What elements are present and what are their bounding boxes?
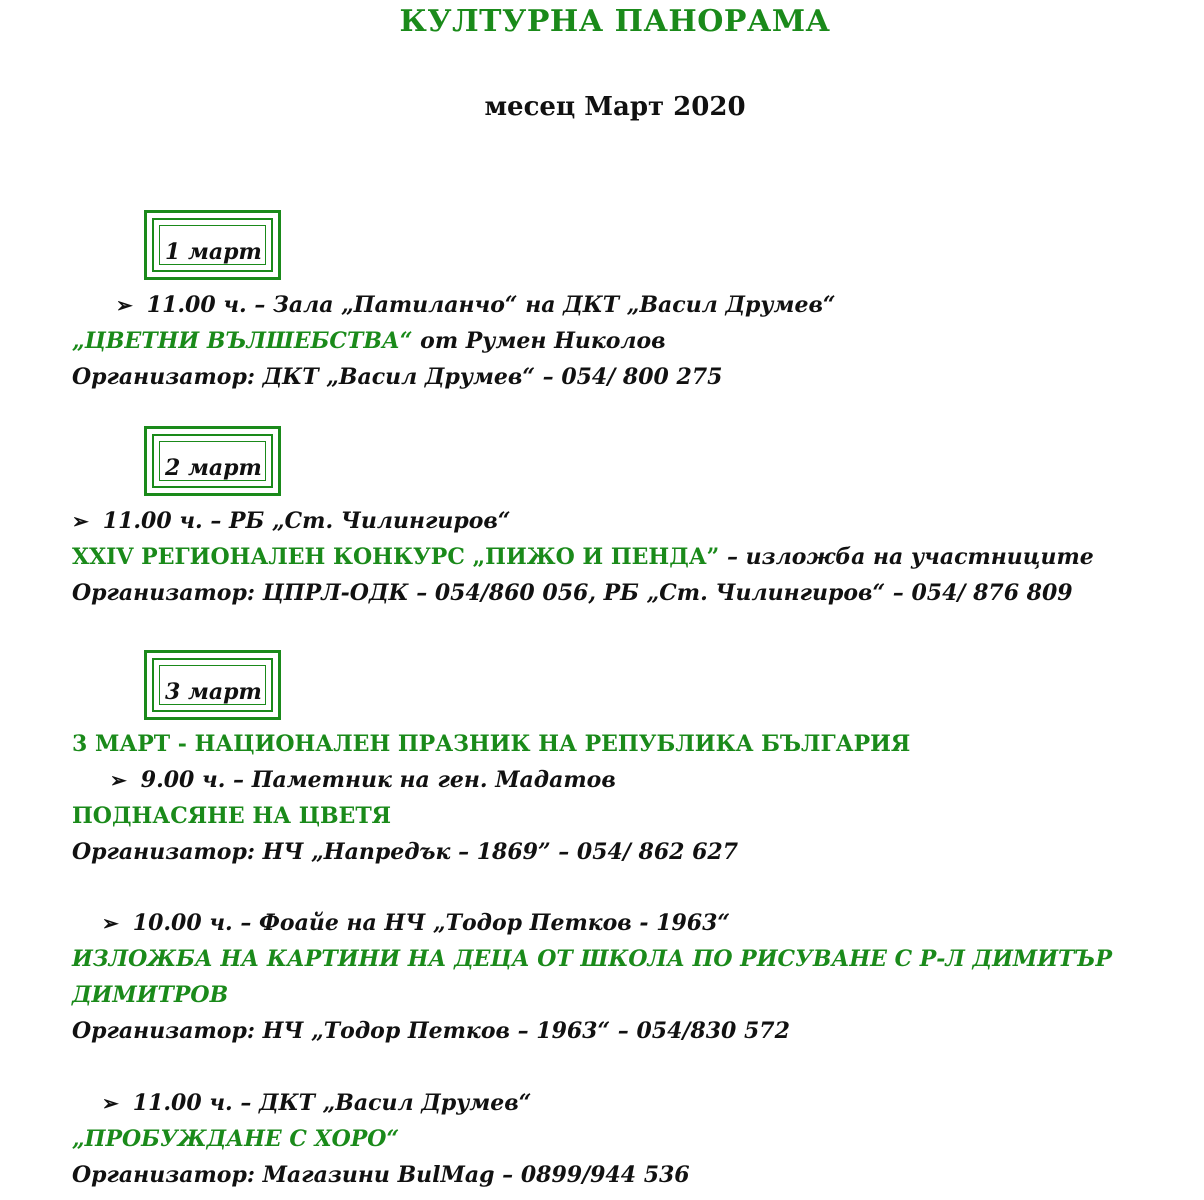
- arrow-bullet-icon: ➢: [102, 911, 119, 935]
- event-organizer: Организатор: ЦПРЛ-ОДК – 054/860 056, РБ „Ст. Чилингиров“ – 054/ 876 809: [72, 580, 1073, 606]
- event-organizer: Организатор: Магазини BulMag – 0899/944 536: [72, 1162, 690, 1188]
- event-time-place: ➢ 11.00 ч. – РБ „Ст. Чилингиров“: [72, 508, 511, 534]
- event-time-place: ➢ 11.00 ч. – ДКТ „Васил Друмев“: [102, 1090, 532, 1116]
- arrow-bullet-icon: ➢: [110, 768, 127, 792]
- event-name-continued: ДИМИТРОВ: [72, 982, 229, 1008]
- date-label: 3 март: [165, 679, 262, 705]
- page-title: КУЛТУРНА ПАНОРАМА: [399, 4, 831, 39]
- holiday-heading: 3 МАРТ - НАЦИОНАЛЕН ПРАЗНИК НА РЕПУБЛИКА БЪЛГАРИЯ: [72, 731, 911, 757]
- date-label: 2 март: [165, 455, 262, 481]
- event-organizer: Организатор: НЧ „Напредък – 1869” – 054/ 862 627: [72, 839, 739, 865]
- event-name: ПОДНАСЯНЕ НА ЦВЕТЯ: [72, 803, 392, 829]
- arrow-bullet-icon: ➢: [72, 509, 89, 533]
- event-name: „ЦВЕТНИ ВЪЛШЕБСТВА“ от Румен Николов: [72, 328, 666, 354]
- arrow-bullet-icon: ➢: [102, 1091, 119, 1115]
- date-box-march-3: [144, 650, 281, 720]
- event-name: XXIV РЕГИОНАЛЕН КОНКУРС „ПИЖО И ПЕНДА” – изложба на участниците: [72, 544, 1094, 570]
- event-name: ИЗЛОЖБА НА КАРТИНИ НА ДЕЦА ОТ ШКОЛА ПО РИСУВАНЕ С Р-Л ДИМИТЪР: [72, 946, 1112, 972]
- event-time-place: ➢ 9.00 ч. – Паметник на ген. Мадатов: [110, 767, 616, 793]
- event-time-place: ➢ 11.00 ч. – Зала „Патиланчо“ на ДКТ „Васил Друмев“: [116, 292, 836, 318]
- page-subtitle: месец Март 2020: [484, 92, 746, 122]
- arrow-bullet-icon: ➢: [116, 293, 133, 317]
- date-box-march-1: [144, 210, 281, 280]
- event-time-place: ➢ 10.00 ч. – Фоайе на НЧ „Тодор Петков - 1963“: [102, 910, 731, 936]
- event-organizer: Организатор: НЧ „Тодор Петков – 1963“ – 054/830 572: [72, 1018, 790, 1044]
- event-organizer: Организатор: ДКТ „Васил Друмев“ – 054/ 800 275: [72, 364, 723, 390]
- date-box-march-2: [144, 426, 281, 496]
- date-label: 1 март: [165, 239, 262, 265]
- event-name: „ПРОБУЖДАНЕ С ХОРО“: [72, 1126, 400, 1152]
